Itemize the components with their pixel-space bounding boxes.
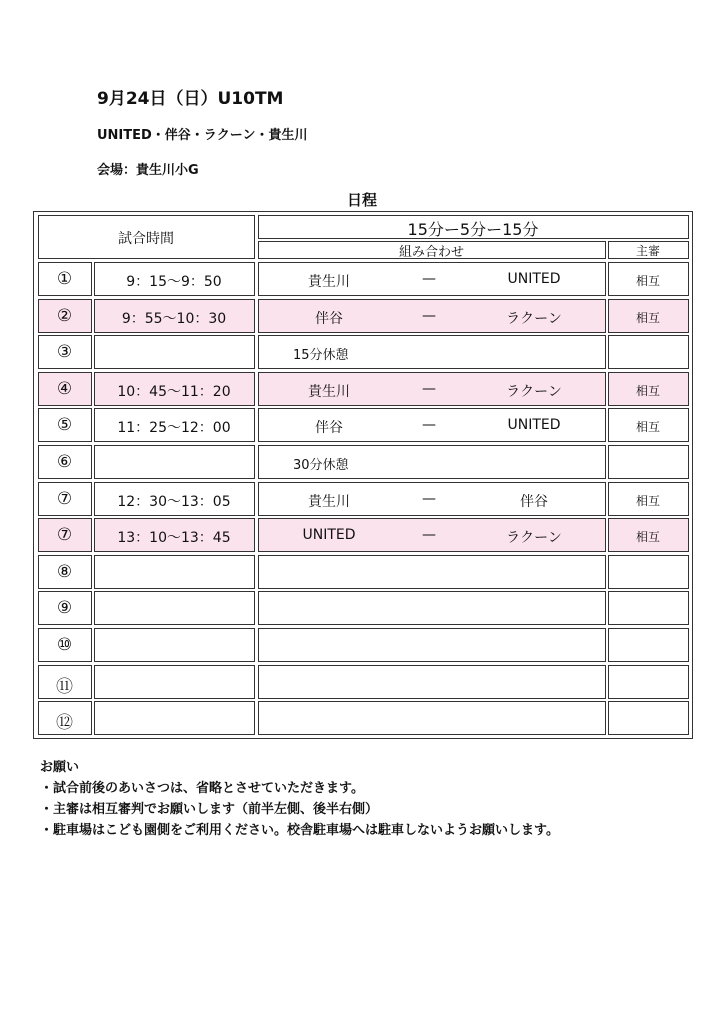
row-number: ③ <box>56 342 73 362</box>
matchup-cell <box>258 408 606 442</box>
format-header-label: 15分ー5分ー15分 <box>407 220 539 239</box>
away-team: ラクーン <box>506 384 562 400</box>
time-cell <box>94 335 255 369</box>
row-number-cell <box>38 482 92 516</box>
referee-cell <box>608 262 689 296</box>
row-number-cell <box>38 262 92 296</box>
referee-cell <box>608 372 689 406</box>
time-cell <box>94 445 255 479</box>
time-cell <box>94 701 255 735</box>
referee-cell <box>608 299 689 333</box>
referee-value: 相互 <box>635 530 660 544</box>
time-cell <box>94 408 255 442</box>
matchup-dash: — <box>422 527 436 543</box>
referee-cell <box>608 701 689 735</box>
referee-cell <box>608 445 689 479</box>
referee-value: 相互 <box>635 494 660 508</box>
matchup-cell <box>258 701 606 735</box>
referee-cell <box>608 665 689 699</box>
away-team: UNITED <box>507 417 561 433</box>
match-time: 9：55～10：30 <box>121 311 227 327</box>
row-number-cell <box>38 665 92 699</box>
matchup-cell <box>258 335 606 369</box>
notes-title: お願い <box>40 760 80 775</box>
teams-line: UNITED・伴谷・ラクーン・貴生川 <box>97 128 308 143</box>
row-number-cell <box>38 555 92 589</box>
row-number-cell <box>38 591 92 625</box>
matchup-dash: — <box>422 381 436 397</box>
referee-cell <box>608 518 689 552</box>
referee-cell <box>608 628 689 662</box>
row-number-cell <box>38 701 92 735</box>
time-cell <box>94 518 255 552</box>
matchup-cell <box>258 518 606 552</box>
matchup-cell <box>258 591 606 625</box>
row-number: ④ <box>56 379 73 399</box>
matchup-cell <box>258 445 606 479</box>
break-note: 30分休憩 <box>293 458 349 473</box>
row-number-cell <box>38 408 92 442</box>
referee-cell <box>608 482 689 516</box>
matchup-cell <box>258 482 606 516</box>
note-item: ・主審は相互審判でお願いします（前半左側、後半右側） <box>40 802 379 817</box>
time-header-label: 試合時間 <box>118 231 174 247</box>
note-item: ・駐車場はこども園側をご利用ください。校舎駐車場へは駐車しないようお願いします。 <box>40 823 559 838</box>
row-number: ⑦ <box>56 525 73 545</box>
row-number-cell <box>38 299 92 333</box>
match-time: 13：10～13：45 <box>117 530 231 546</box>
row-number-cell <box>38 445 92 479</box>
break-note: 15分休憩 <box>293 348 349 363</box>
row-number-cell <box>38 518 92 552</box>
venue-line: 会場：貴生川小G <box>97 163 199 178</box>
matchup-header-cell <box>258 241 606 259</box>
row-number: ⑧ <box>56 562 73 582</box>
home-team: 伴谷 <box>315 420 343 436</box>
row-number: ① <box>56 269 73 289</box>
match-time: 11：25～12：00 <box>117 420 231 436</box>
away-team: ラクーン <box>506 530 562 546</box>
matchup-dash: — <box>422 491 436 507</box>
away-team: ラクーン <box>506 311 562 327</box>
match-time: 10：45～11：20 <box>117 384 231 400</box>
row-number: ⑨ <box>56 598 73 618</box>
referee-value: 相互 <box>635 384 660 398</box>
referee-header-cell <box>608 241 689 259</box>
schedule-title: 日程 <box>346 191 377 209</box>
row-number-cell <box>38 335 92 369</box>
row-number-cell <box>38 372 92 406</box>
time-cell <box>94 591 255 625</box>
referee-cell <box>608 591 689 625</box>
referee-cell <box>608 555 689 589</box>
time-cell <box>94 372 255 406</box>
row-number: ⑥ <box>56 452 73 472</box>
notes-section <box>40 757 559 841</box>
referee-value: 相互 <box>635 420 660 434</box>
home-team: 貴生川 <box>308 494 350 510</box>
row-number: ⑫ <box>56 713 73 733</box>
referee-value: 相互 <box>635 311 660 325</box>
time-cell <box>94 628 255 662</box>
matchup-dash: — <box>422 417 436 433</box>
referee-cell <box>608 335 689 369</box>
home-team: 貴生川 <box>308 274 350 290</box>
referee-header-label: 主審 <box>635 244 660 258</box>
row-number: ⑪ <box>56 677 73 697</box>
matchup-cell <box>258 628 606 662</box>
row-number: ⑤ <box>56 415 73 435</box>
page-title: 9月24日（日）U10TM <box>97 89 284 109</box>
matchup-cell <box>258 262 606 296</box>
referee-value: 相互 <box>635 274 660 288</box>
matchup-dash: — <box>422 271 436 287</box>
row-number-cell <box>38 628 92 662</box>
time-cell <box>94 299 255 333</box>
matchup-header-label: 組み合わせ <box>398 245 464 260</box>
home-team: 伴谷 <box>315 311 343 327</box>
home-team: UNITED <box>302 527 356 543</box>
time-cell <box>94 665 255 699</box>
time-cell <box>94 262 255 296</box>
row-number: ⑩ <box>56 635 73 655</box>
time-header-cell <box>38 215 255 259</box>
matchup-cell <box>258 665 606 699</box>
matchup-cell <box>258 299 606 333</box>
matchup-dash: — <box>422 308 436 324</box>
row-number: ⑦ <box>56 489 73 509</box>
time-cell <box>94 482 255 516</box>
away-team: UNITED <box>507 271 561 287</box>
row-number: ② <box>56 306 73 326</box>
time-cell <box>94 555 255 589</box>
format-header-cell <box>258 215 689 239</box>
referee-cell <box>608 408 689 442</box>
match-time: 12：30～13：05 <box>117 494 231 510</box>
note-item: ・試合前後のあいさつは、省略とさせていただきます。 <box>40 781 364 796</box>
match-time: 9：15～9：50 <box>126 274 222 290</box>
away-team: 伴谷 <box>520 494 548 510</box>
home-team: 貴生川 <box>308 384 350 400</box>
matchup-cell <box>258 372 606 406</box>
matchup-cell <box>258 555 606 589</box>
